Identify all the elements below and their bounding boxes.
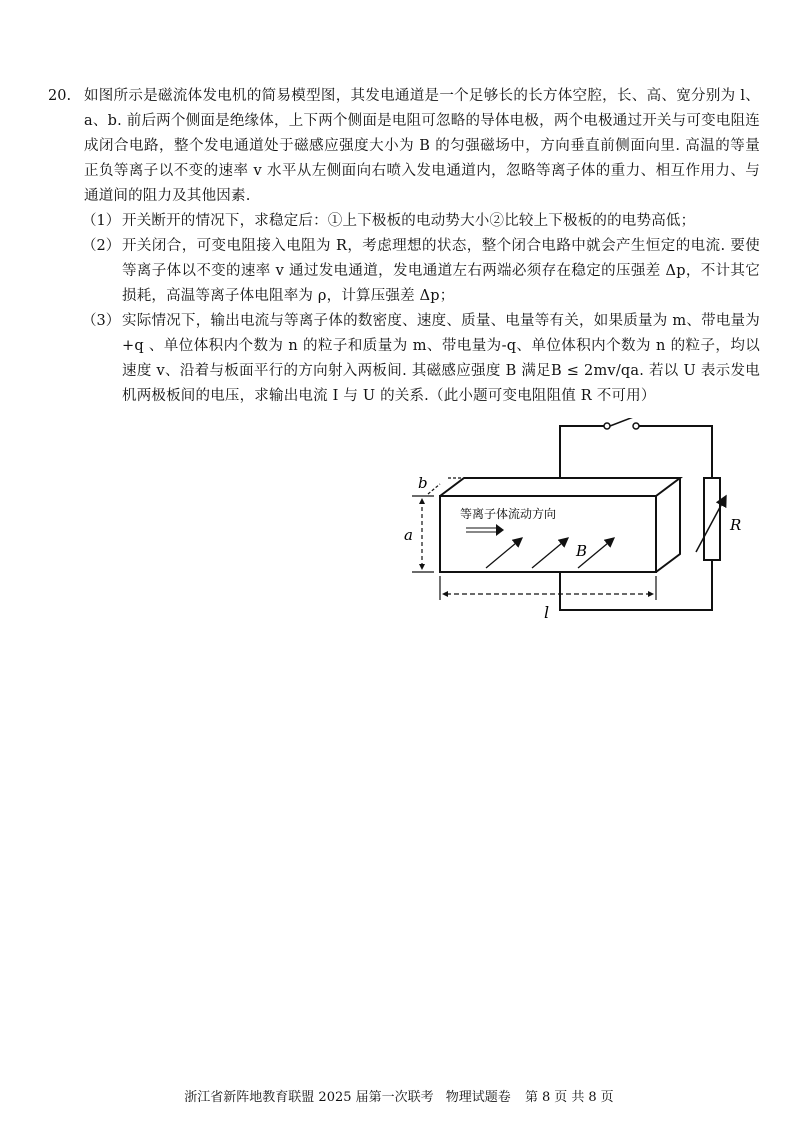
diagram-svg	[404, 418, 756, 632]
part-label: （3）	[82, 313, 121, 329]
footer-page-info	[523, 1090, 616, 1105]
flow-arrow-icon	[466, 524, 504, 536]
part-3	[82, 309, 760, 409]
wire-top	[560, 426, 604, 478]
label-b: b	[418, 474, 428, 492]
wire-bottom	[560, 560, 712, 610]
wire-right	[636, 426, 712, 478]
field-arrow-icon	[532, 538, 568, 568]
page-number: 8	[541, 1090, 551, 1105]
switch-blade	[610, 418, 636, 426]
part-text: 开关闭合，可变电阻接入电阻为 R，考虑理想的状态，整个闭合电路中就会产生恒定的电流. 要使等离子体以不变的速率 v 通过发电通道，发电通道左右两端必须存在稳定的压强差 Δp，不计其它损耗，高温等离子体电阻率为 ρ，计算压强差 Δp；	[122, 238, 760, 304]
label-l: l	[544, 603, 550, 622]
page-prefix: 第	[524, 1090, 538, 1105]
question-number: 20.	[48, 88, 72, 104]
footer-exam-title: 浙江省新阵地教育联盟 2025 届第一次联考	[184, 1090, 434, 1105]
field-arrow-icon	[486, 538, 522, 568]
part-2	[82, 234, 760, 309]
question-stem: 如图所示是磁流体发电机的简易模型图，其发电通道是一个足够长的长方体空腔，长、高、宽分别为 l、a、b. 前后两个侧面是绝缘体，上下两个侧面是电阻可忽略的导体电极，两个电极通过开关与可变电阻连成闭合电路，整个发电通道处于磁感应强度大小为 B 的匀强磁场中，方向垂直前侧面向里. 高温的等量正负等离子以不变的速率 v 水平从左侧面向右喷入发电通道内，忽略等离子体的重力、相互作用力、与通道间的阻力及其他因素.	[84, 88, 760, 204]
generator-diagram	[404, 418, 756, 632]
question-20	[48, 84, 760, 409]
part-text: 实际情况下，输出电流与等离子体的数密度、速度、质量、电量等有关，如果质量为 m、带电量为+q 、单位体积内个数为 n 的粒子和质量为 m、带电量为-q、单位体积内个数为 n 的粒子，均以速度 v、沿着与板面平行的方向射入两板间. 其磁感应强度 B 满足B ≤ 2mv/qa. 若以 U 表示发电机两极板间的电压，求输出电流 I 与 U 的关系.（此小题可变电阻阻值 R 不可用）	[122, 313, 760, 404]
label-a: a	[404, 526, 413, 544]
switch-contact-right	[633, 423, 639, 429]
switch-contact-left	[604, 423, 610, 429]
part-label: （2）	[82, 238, 121, 254]
flow-direction-text: 等离子体流动方向	[460, 507, 557, 521]
label-B: B	[576, 542, 588, 560]
page-suffix: 页	[600, 1090, 614, 1105]
page-footer	[0, 1086, 800, 1105]
variable-arrow-icon	[696, 496, 726, 552]
channel-top-face	[440, 478, 680, 496]
dimension-b-line	[428, 484, 440, 494]
resistor	[704, 478, 720, 560]
question-head	[48, 84, 760, 209]
part-1	[82, 209, 760, 234]
footer-subject: 物理试题卷	[445, 1090, 511, 1105]
page-total: 8	[588, 1090, 597, 1105]
part-text: 开关断开的情况下，求稳定后：①上下极板的电动势大小②比较上下极板的的电势高低；	[122, 213, 696, 229]
page-mid: 页 共	[554, 1090, 585, 1105]
part-label: （1）	[82, 213, 121, 229]
label-R: R	[730, 516, 742, 534]
